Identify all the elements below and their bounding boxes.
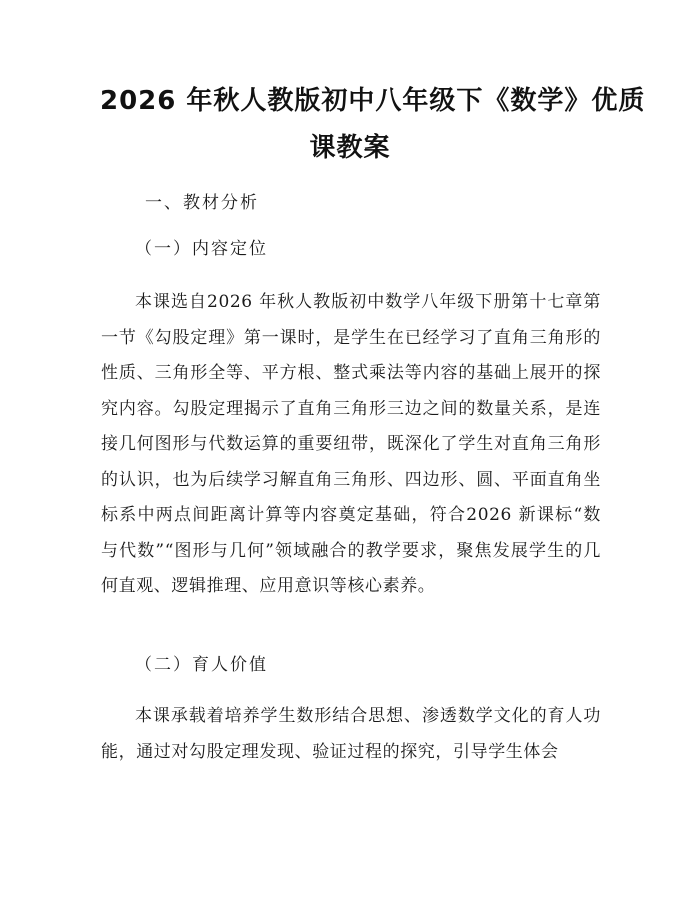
- document-title-line2: 课教案: [309, 133, 391, 163]
- document-title-line1: 2026 年秋人教版初中八年级下《数学》优质: [100, 86, 646, 116]
- paragraph-educational-value: 本课承载着培养学生数形结合思想、渗透数学文化的育人功能，通过对勾股定理发现、验证过程的探究，引导学生体会: [101, 706, 601, 762]
- paragraph-content-positioning: 本课选自2026 年秋人教版初中数学八年级下册第十七章第一节《勾股定理》第一课时，是学生在已经学习了直角三角形的性质、三角形全等、平方根、整式乘法等内容的基础上展开的探究内容。勾股定理揭示了直角三角形三边之间的数量关系，是连接几何图形与代数运算的重要纽带，既深化了学生对直角三角形的认识，也为后续学习解直角三角形、四边形、圆、平面直角坐标系中两点间距离计算等内容奠定基础，符合2026 新课标“数与代数”“图形与几何”领域融合的教学要求，聚焦发展学生的几何直观、逻辑推理、应用意识等核心素养。: [101, 292, 601, 596]
- subsection-heading-content-positioning: （一）内容定位: [135, 239, 268, 259]
- subsection-heading-educational-value: （二）育人价值: [135, 655, 268, 675]
- section-heading-teaching-material-analysis: 一、教材分析: [145, 193, 259, 213]
